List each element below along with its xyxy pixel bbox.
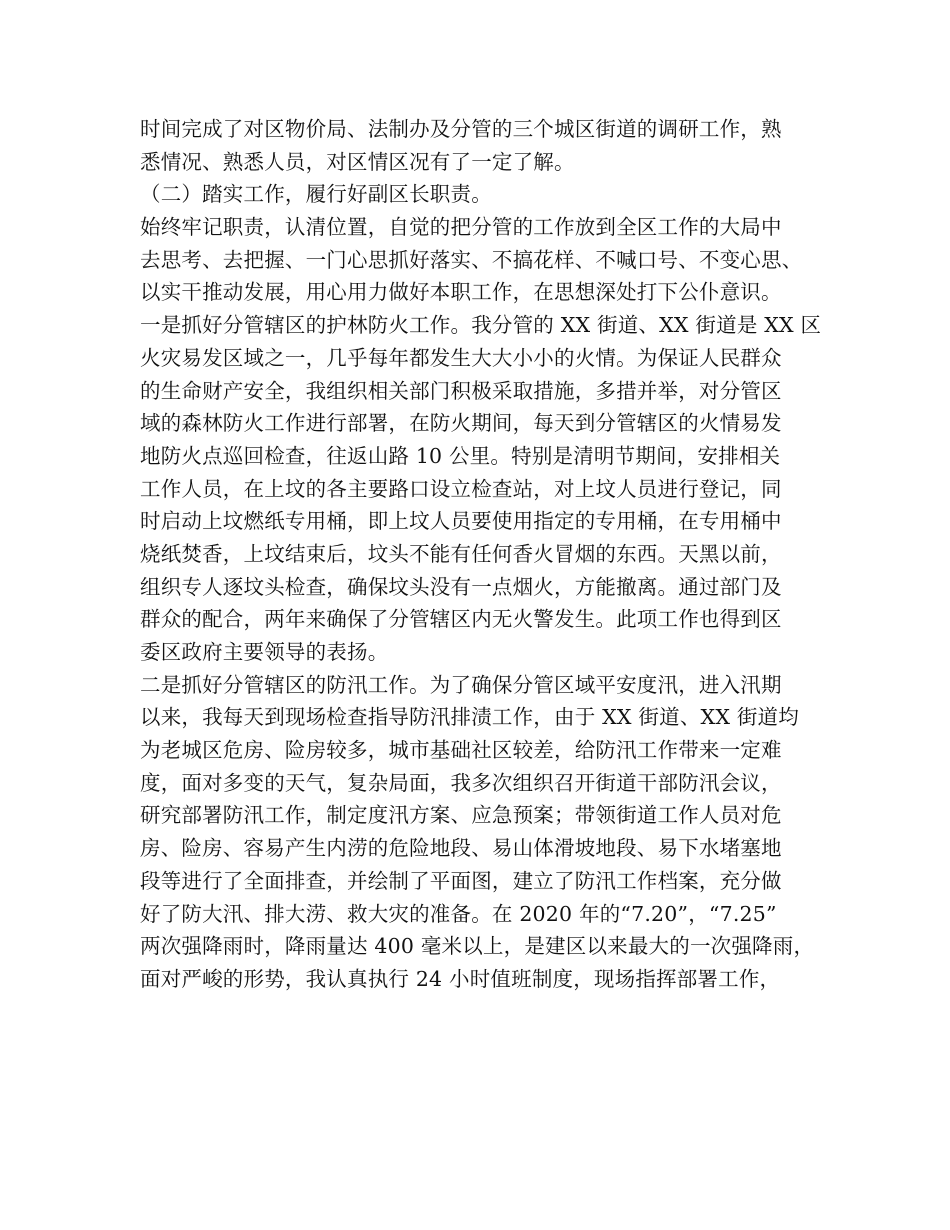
document-body: [140, 113, 820, 996]
text-line: 群众的配合，两年来确保了分管辖区内无火警发生。此项工作也得到区: [140, 607, 782, 632]
text-line: 火灾易发区域之一，几乎每年都发生大大小小的火情。为保证人民群众: [140, 345, 782, 370]
text-line: 地防火点巡回检查，往返山路 10 公里。特别是清明节期间，安排相关: [140, 443, 781, 468]
text-line: 为老城区危房、险房较多，城市基础社区较差，给防汛工作带来一定难: [140, 738, 782, 763]
text-line: 域的森林防火工作进行部署，在防火期间，每天到分管辖区的火情易发: [140, 411, 782, 436]
text-line: 时启动上坟燃纸专用桶，即上坟人员要使用指定的专用桶，在专用桶中: [140, 509, 782, 534]
text-line: 工作人员，在上坟的各主要路口设立检查站，对上坟人员进行登记，同: [140, 476, 782, 501]
text-line: 始终牢记职责，认清位置，自觉的把分管的工作放到全区工作的大局中: [140, 215, 782, 240]
text-line: 二是抓好分管辖区的防汛工作。为了确保分管区域平安度汛，进入汛期: [140, 672, 782, 697]
text-line: 研究部署防汛工作，制定度汛方案、应急预案；带领街道工作人员对危: [140, 803, 782, 828]
text-line: 悉情况、熟悉人员，对区情区况有了一定了解。: [140, 149, 575, 174]
text-line: 的生命财产安全，我组织相关部门积极采取措施，多措并举，对分管区: [140, 378, 782, 403]
text-line: 时间完成了对区物价局、法制办及分管的三个城区街道的调研工作，熟: [140, 117, 782, 141]
text-line: 以实干推动发展，用心用力做好本职工作，在思想深处打下公仆意识。: [140, 280, 782, 305]
text-line: 好了防大汛、排大涝、救大灾的准备。在 2020 年的“7.20”，“7.25”: [140, 901, 777, 926]
text-line: 两次强降雨时，降雨量达 400 毫米以上，是建区以来最大的一次强降雨，: [140, 934, 815, 959]
text-line: 度，面对多变的天气，复杂局面，我多次组织召开街道干部防汛会议，: [140, 770, 782, 795]
text-line: 段等进行了全面排查，并绘制了平面图，建立了防汛工作档案，充分做: [140, 868, 782, 893]
text-line: 委区政府主要领导的表扬。: [140, 640, 389, 664]
section-heading: （二）踏实工作，履行好副区长职责。: [140, 182, 492, 207]
text-line: 烧纸焚香，上坟结束后，坟头不能有任何香火冒烟的东西。天黑以前，: [140, 541, 782, 566]
text-line: 以来，我每天到现场检查指导防汛排渍工作，由于 XX 街道、XX 街道均: [140, 705, 799, 730]
text-line: 房、险房、容易产生内涝的危险地段、易山体滑坡地段、易下水堵塞地: [140, 836, 782, 861]
text-line: 面对严峻的形势，我认真执行 24 小时值班制度，现场指挥部署工作，: [140, 966, 781, 991]
text-line: 去思考、去把握、一门心思抓好落实、不搞花样、不喊口号、不变心思、: [140, 247, 803, 272]
text-line: 组织专人逐坟头检查，确保坟头没有一点烟火，方能撤离。通过部门及: [140, 574, 782, 599]
text-line: 一是抓好分管辖区的护林防火工作。我分管的 XX 街道、XX 街道是 XX 区: [140, 313, 822, 338]
